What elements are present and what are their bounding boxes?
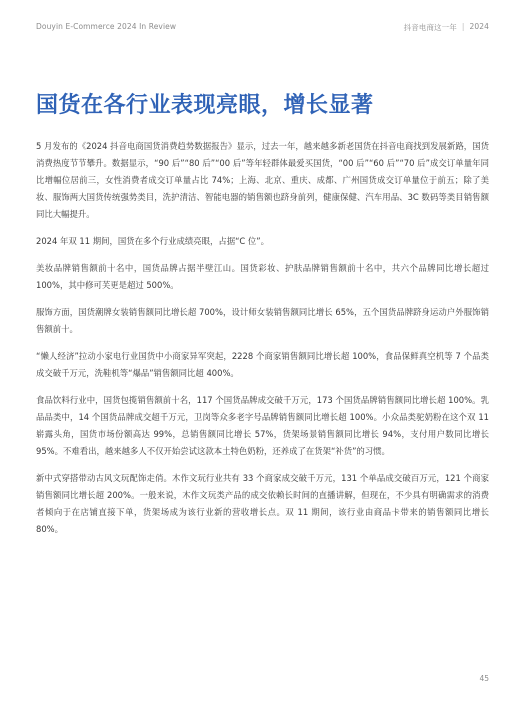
header-separator: |	[461, 22, 465, 31]
header-section	[404, 22, 489, 33]
page-header	[36, 22, 489, 33]
paragraph-food-beverage: 食品饮料行业中，国货包揽销售额前十名，117 个国货品牌成交破千万元，173 个国货品牌销售额同比增长超 100%。乳品品类中，14 个国货品牌成交超千万元，卫岗等众多老字号品牌销售额同比增长超 100%。小众品类驼奶粉在这个双 11 崭露头角，国货市场份额高达 99%，总销售额同比增长 57%，货架场景销售额同比增长 94%，支付用户数同比增长 95%。不难看出，越来越多人不仅开始尝试这款本土特色奶粉，还养成了在货架“补货”的习惯。	[36, 395, 489, 456]
header-year: 2024	[469, 22, 489, 31]
paragraph-small-appliances: “懒人经济”拉动小家电行业国货中小商家异军突起，2228 个商家销售额同比增长超 100%，食品保鲜真空机等 7 个品类成交破千万元，洗鞋机等“爆品”销售额同比超 400%。	[36, 351, 489, 378]
paragraph-double11-intro: 2024 年双 11 期间，国货在多个行业成绩亮眼，占据“C 位”。	[36, 236, 270, 246]
article-body	[36, 138, 489, 548]
paragraph-report-summary: 5 月发布的《2024 抖音电商国货消费趋势数据报告》显示，过去一年，越来越多新老国货在抖音电商找到发展新路，国货消费热度节节攀升。数据显示，“90 后”“80 后”“00 后”等年轻群体最爱买国货，“00 后”“60 后”“70 后”成交订单量年同比增幅位居前三，女性消费者成交订单量占比 74%；上海、北京、重庆、成都、广州国货成交订单量位于前五；除了美妆、服饰两大国货传统强势类目，洗护清洁、智能电器的销售额也跻身前列，健康保健、汽车用品、3C 数码等类目销售额同比大幅提升。	[36, 141, 489, 219]
paragraph-apparel: 服饰方面，国货潮牌女装销售额同比增长超 700%，设计师女装销售额同比增长 65%，五个国货品牌跻身运动户外服饰销售额前十。	[36, 307, 489, 334]
paragraph-woodcraft: 新中式穿搭带动古风文玩配饰走俏。木作文玩行业共有 33 个商家成交破千万元，131 个单品成交破百万元，121 个商家销售额同比增长超 200%。一般来说，木作文玩类产品的成交依赖长时间的直播讲解，但现在，不少具有明确需求的消费者倾向于在店铺直接下单，货架场成为该行业新的营收增长点。双 11 期间，该行业由商品卡带来的销售额同比增长 80%。	[36, 473, 489, 534]
page-number: 45	[479, 674, 489, 683]
header-section-title: 抖音电商这一年	[403, 23, 457, 32]
paragraph-beauty: 美妆品牌销售额前十名中，国货品牌占据半壁江山。国货彩妆、护肤品牌销售额前十名中，共六个品牌同比增长超过 100%，其中修可芙更是超过 500%。	[36, 263, 489, 290]
header-report-name: Douyin E-Commerce 2024 In Review	[36, 22, 177, 31]
page-title: 国货在各行业表现亮眼，增长显著	[36, 93, 374, 118]
